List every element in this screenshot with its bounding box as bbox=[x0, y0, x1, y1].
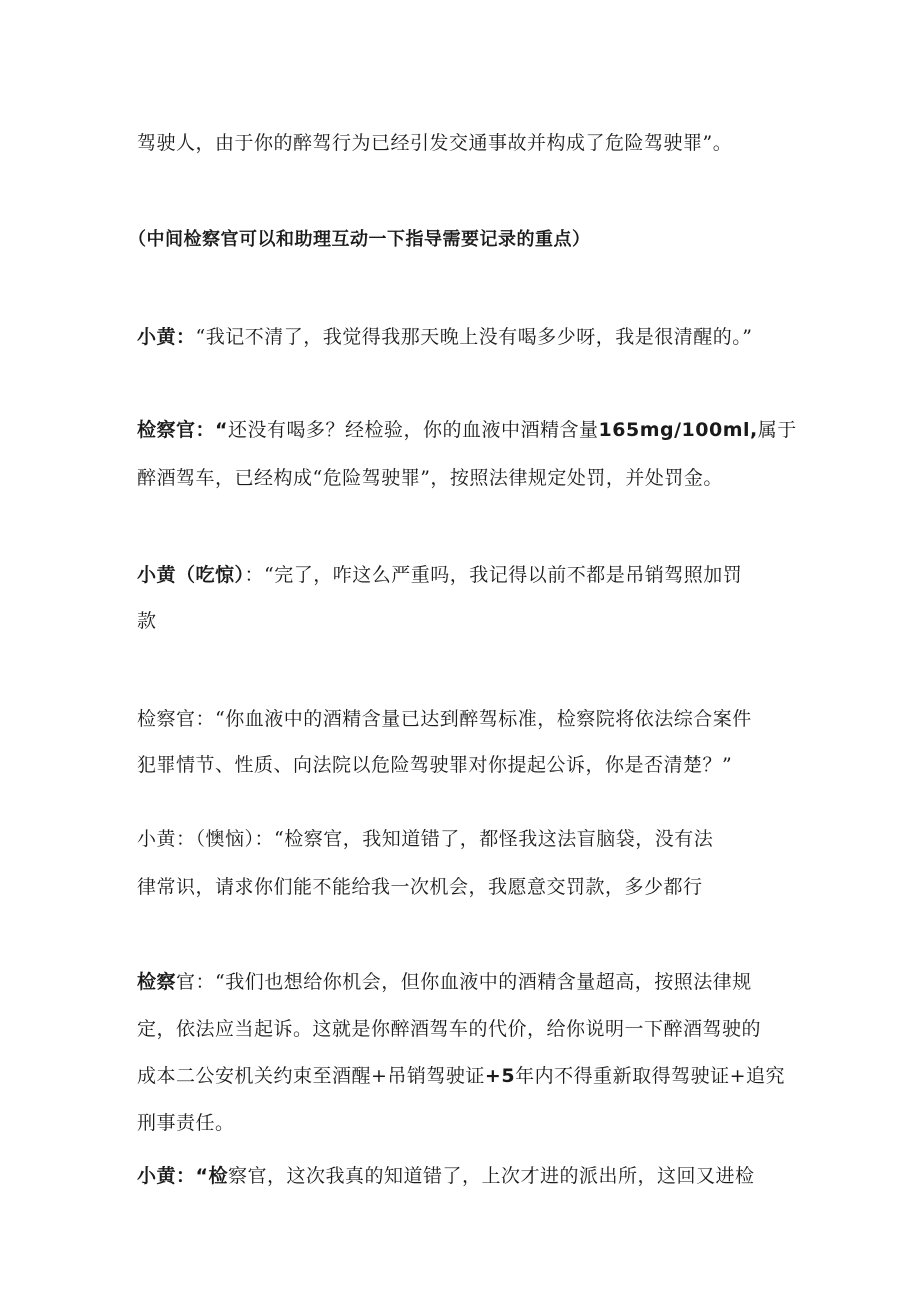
paragraph-1-line-1 bbox=[137, 130, 837, 156]
speaker-label: 小黄： bbox=[137, 326, 196, 348]
paragraph-7-line-4 bbox=[137, 1110, 837, 1136]
paragraph-3-line-2 bbox=[137, 465, 837, 491]
text: 属于 bbox=[757, 419, 797, 441]
open-quote: “ bbox=[215, 419, 229, 441]
paragraph-2-line-1 bbox=[137, 324, 837, 350]
text: 年内不得重新取得驾驶证+追究 bbox=[515, 1065, 785, 1087]
text: 小黄：（懊恼）：“检察官，我知道错了，都怪我这法盲脑袋，没有法 bbox=[137, 828, 714, 850]
text: 刑事责任。 bbox=[137, 1112, 235, 1134]
paragraph-6-line-1 bbox=[137, 826, 837, 852]
paragraph-5-line-2 bbox=[137, 752, 837, 778]
speaker-label: 检察官： bbox=[137, 419, 216, 441]
paragraph-6-line-2 bbox=[137, 874, 837, 900]
text: 款 bbox=[137, 610, 157, 632]
text: 律常识，请求你们能不能给我一次机会，我愿意交罚款，多少都行 bbox=[137, 876, 703, 898]
text: ：“完了，咋这么严重吗，我记得以前不都是吊销驾照加罚 bbox=[244, 564, 743, 586]
paragraph-4-line-2 bbox=[137, 608, 837, 634]
speaker-label: 小黄（吃惊） bbox=[137, 564, 245, 586]
blood-alcohol-value: 165mg/100ml, bbox=[598, 419, 758, 441]
number-highlight: +5 bbox=[484, 1065, 516, 1087]
text: “我记不清了，我觉得我那天晚上没有喝多少呀，我是很清醒的。” bbox=[195, 326, 753, 348]
speaker-label: 检察 bbox=[137, 971, 177, 993]
text: 定，依法应当起诉。这就是你醉酒驾车的代价，给你说明一下醉酒驾驶的 bbox=[137, 1018, 762, 1040]
stage-note: （中间检察官可以和助理互动一下指导需要记录的重点） bbox=[128, 229, 591, 250]
text: 还没有喝多？经检验，你的血液中酒精含量 bbox=[228, 419, 599, 441]
text: 醉酒驾车，已经构成“危险驾驶罪”，按照法律规定处罚，并处罚金。 bbox=[137, 467, 723, 489]
text: 驾驶人，由于你的醉驾行为已经引发交通事故并构成了危险驾驶罪”。 bbox=[137, 132, 733, 154]
paragraph-4-line-1 bbox=[137, 562, 837, 588]
speaker-label: 小黄： bbox=[137, 1165, 196, 1187]
text: 察官，这次我真的知道错了，上次才进的派出所，这回又进检 bbox=[228, 1165, 755, 1187]
paragraph-3-line-1 bbox=[137, 417, 837, 443]
paragraph-8-line-1 bbox=[137, 1163, 837, 1189]
paragraph-7-line-3 bbox=[137, 1063, 837, 1089]
open-quote: “检 bbox=[195, 1165, 229, 1187]
text: 检察官：“你血液中的酒精含量已达到醉驾标准，检察院将依法综合案件 bbox=[137, 708, 752, 730]
text: 成本二公安机关约束至酒醒+吊销驾驶证 bbox=[137, 1065, 485, 1087]
paragraph-7-line-1 bbox=[137, 969, 837, 995]
paragraph-5-line-1 bbox=[137, 706, 837, 732]
paragraph-7-line-2 bbox=[137, 1016, 837, 1042]
text: 犯罪情节、性质、向法院以危险驾驶罪对你提起公诉，你是否清楚？” bbox=[137, 754, 733, 776]
text: 官：“我们也想给你机会，但你血液中的酒精含量超高，按照法律规 bbox=[176, 971, 752, 993]
